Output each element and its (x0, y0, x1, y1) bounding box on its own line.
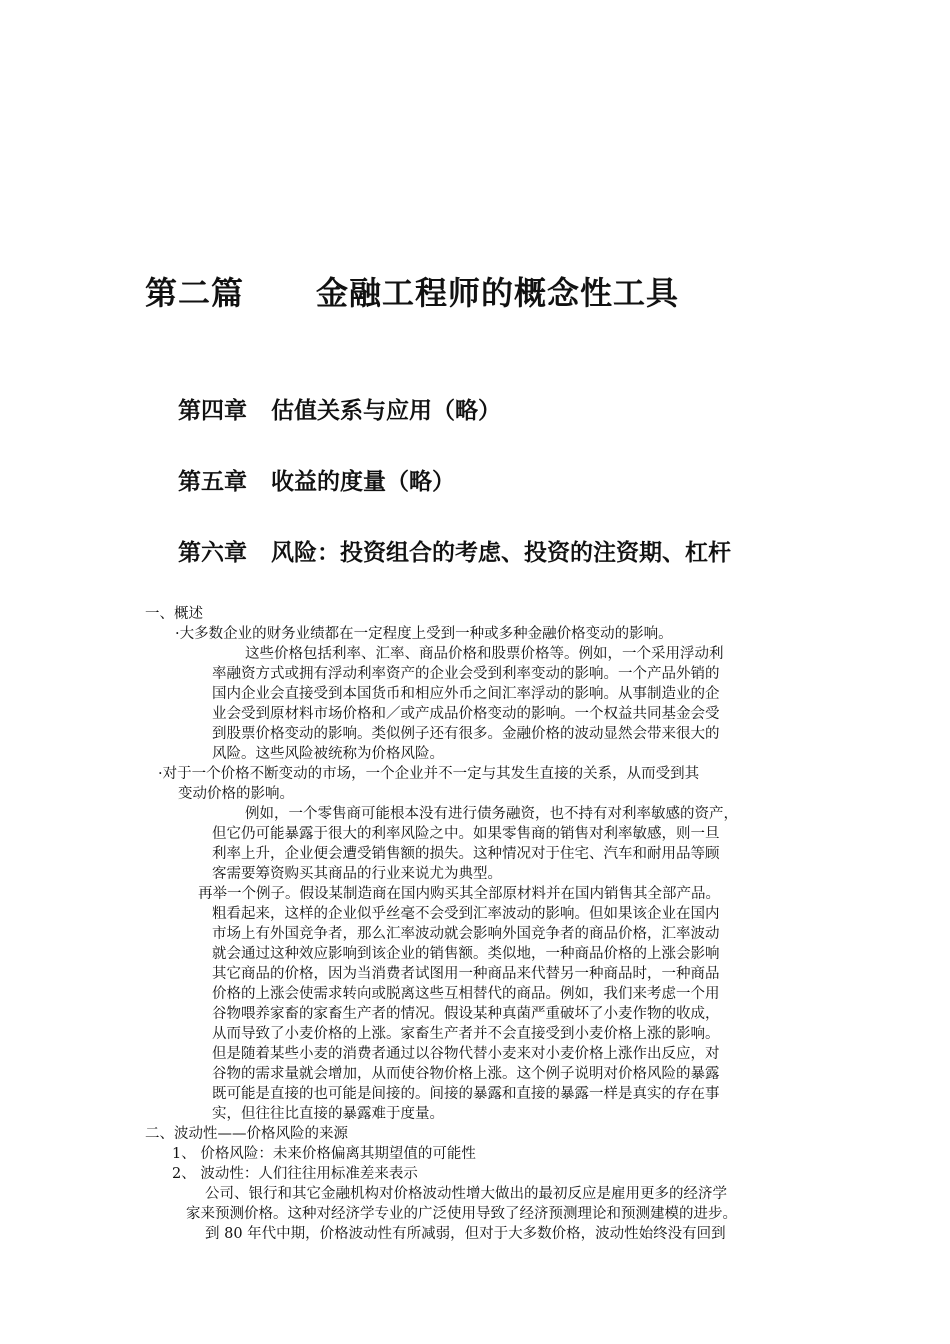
section-heading: 二、波动性——价格风险的来源 (145, 1126, 348, 1142)
body-text-line: 这些价格包括利率、汇率、商品价格和股票价格等。例如，一个采用浮动利 (245, 646, 724, 662)
body-text-line: 变动价格的影响。 (178, 786, 294, 802)
body-text-line: 利率上升，企业便会遭受销售额的损失。这种情况对于住宅、汽车和耐用品等顾 (212, 846, 720, 862)
body-text-line: 从而导致了小麦价格的上涨。家畜生产者并不会直接受到小麦价格上涨的影响。 (212, 1026, 720, 1042)
body-text-line: 率融资方式或拥有浮动利率资产的企业会受到利率变动的影响。一个产品外销的 (212, 666, 720, 682)
body-text-line: 业会受到原材料市场价格和／或产成品价格变动的影响。一个权益共同基金会受 (212, 706, 720, 722)
body-text-line: 家来预测价格。这种对经济学专业的广泛使用导致了经济预测理论和预测建模的进步。 (186, 1206, 737, 1222)
body-text-line: 既可能是直接的也可能是间接的。间接的暴露和直接的暴露一样是真实的存在事 (212, 1086, 720, 1102)
body-text-line: 价格的上涨会使需求转向或脱离这些互相替代的商品。例如，我们来考虑一个用 (212, 986, 720, 1002)
body-text-line: ·大多数企业的财务业绩都在一定程度上受到一种或多种金融价格变动的影响。 (175, 626, 673, 642)
body-text-line: 实，但往往比直接的暴露难于度量。 (212, 1106, 444, 1122)
body-text-line: 例如，一个零售商可能根本没有进行债务融资，也不持有对利率敏感的资产， (245, 806, 738, 822)
body-text-line: 就会通过这种效应影响到该企业的销售额。类似地，一种商品价格的上涨会影响 (212, 946, 720, 962)
chapter-label: 第六章 (178, 540, 247, 566)
body-text-line: 2、 波动性：人们往往用标准差来表示 (172, 1166, 418, 1182)
part-label: 第二篇 (145, 274, 245, 312)
chapter-heading (178, 392, 501, 425)
body-text-line: ·对于一个价格不断变动的市场，一个企业并不一定与其发生直接的关系，从而受到其 (158, 766, 700, 782)
body-text-line: 市场上有外国竞争者，那么汇率波动就会影响外国竞争者的商品价格，汇率波动 (212, 926, 720, 942)
body-text-line: 粗看起来，这样的企业似乎丝毫不会受到汇率波动的影响。但如果该企业在国内 (212, 906, 720, 922)
part-title (145, 268, 679, 314)
section-heading: 一、概述 (145, 606, 203, 622)
chapter-title: 估值关系与应用（略） (271, 398, 501, 424)
body-text-line: 1、 价格风险：未来价格偏离其期望值的可能性 (172, 1146, 476, 1162)
body-text-line: 谷物喂养家畜的家畜生产者的情况。假设某种真菌严重破坏了小麦作物的收成， (212, 1006, 720, 1022)
body-text-line: 到股票价格变动的影响。类似例子还有很多。金融价格的波动显然会带来很大的 (212, 726, 720, 742)
chapter-label: 第五章 (178, 469, 247, 495)
body-text-line: 再举一个例子。假设某制造商在国内购买其全部原材料并在国内销售其全部产品。 (198, 886, 720, 902)
chapter-title: 收益的度量（略） (271, 469, 455, 495)
chapter-heading (178, 463, 455, 496)
part-name: 金融工程师的概念性工具 (316, 274, 680, 312)
body-text-line: 其它商品的价格，因为当消费者试图用一种商品来代替另一种商品时，一种商品 (212, 966, 720, 982)
body-text-line: 但是随着某些小麦的消费者通过以谷物代替小麦来对小麦价格上涨作出反应，对 (212, 1046, 720, 1062)
body-text-line: 国内企业会直接受到本国货币和相应外币之间汇率浮动的影响。从事制造业的企 (212, 686, 720, 702)
chapter-title: 风险：投资组合的考虑、投资的注资期、杠杆 (271, 540, 731, 566)
body-text-line: 但它仍可能暴露于很大的利率风险之中。如果零售商的销售对利率敏感，则一旦 (212, 826, 720, 842)
chapter-heading (178, 534, 731, 567)
body-text-line: 公司、银行和其它金融机构对价格波动性增大做出的最初反应是雇用更多的经济学 (205, 1186, 727, 1202)
body-text-line: 风险。这些风险被统称为价格风险。 (212, 746, 444, 762)
body-text-line: 到 80 年代中期，价格波动性有所减弱，但对于大多数价格，波动性始终没有回到 (205, 1226, 726, 1242)
body-text-line: 客需要筹资购买其商品的行业来说尤为典型。 (212, 866, 502, 882)
body-text-line: 谷物的需求量就会增加，从而使谷物价格上涨。这个例子说明对价格风险的暴露 (212, 1066, 720, 1082)
chapter-label: 第四章 (178, 398, 247, 424)
